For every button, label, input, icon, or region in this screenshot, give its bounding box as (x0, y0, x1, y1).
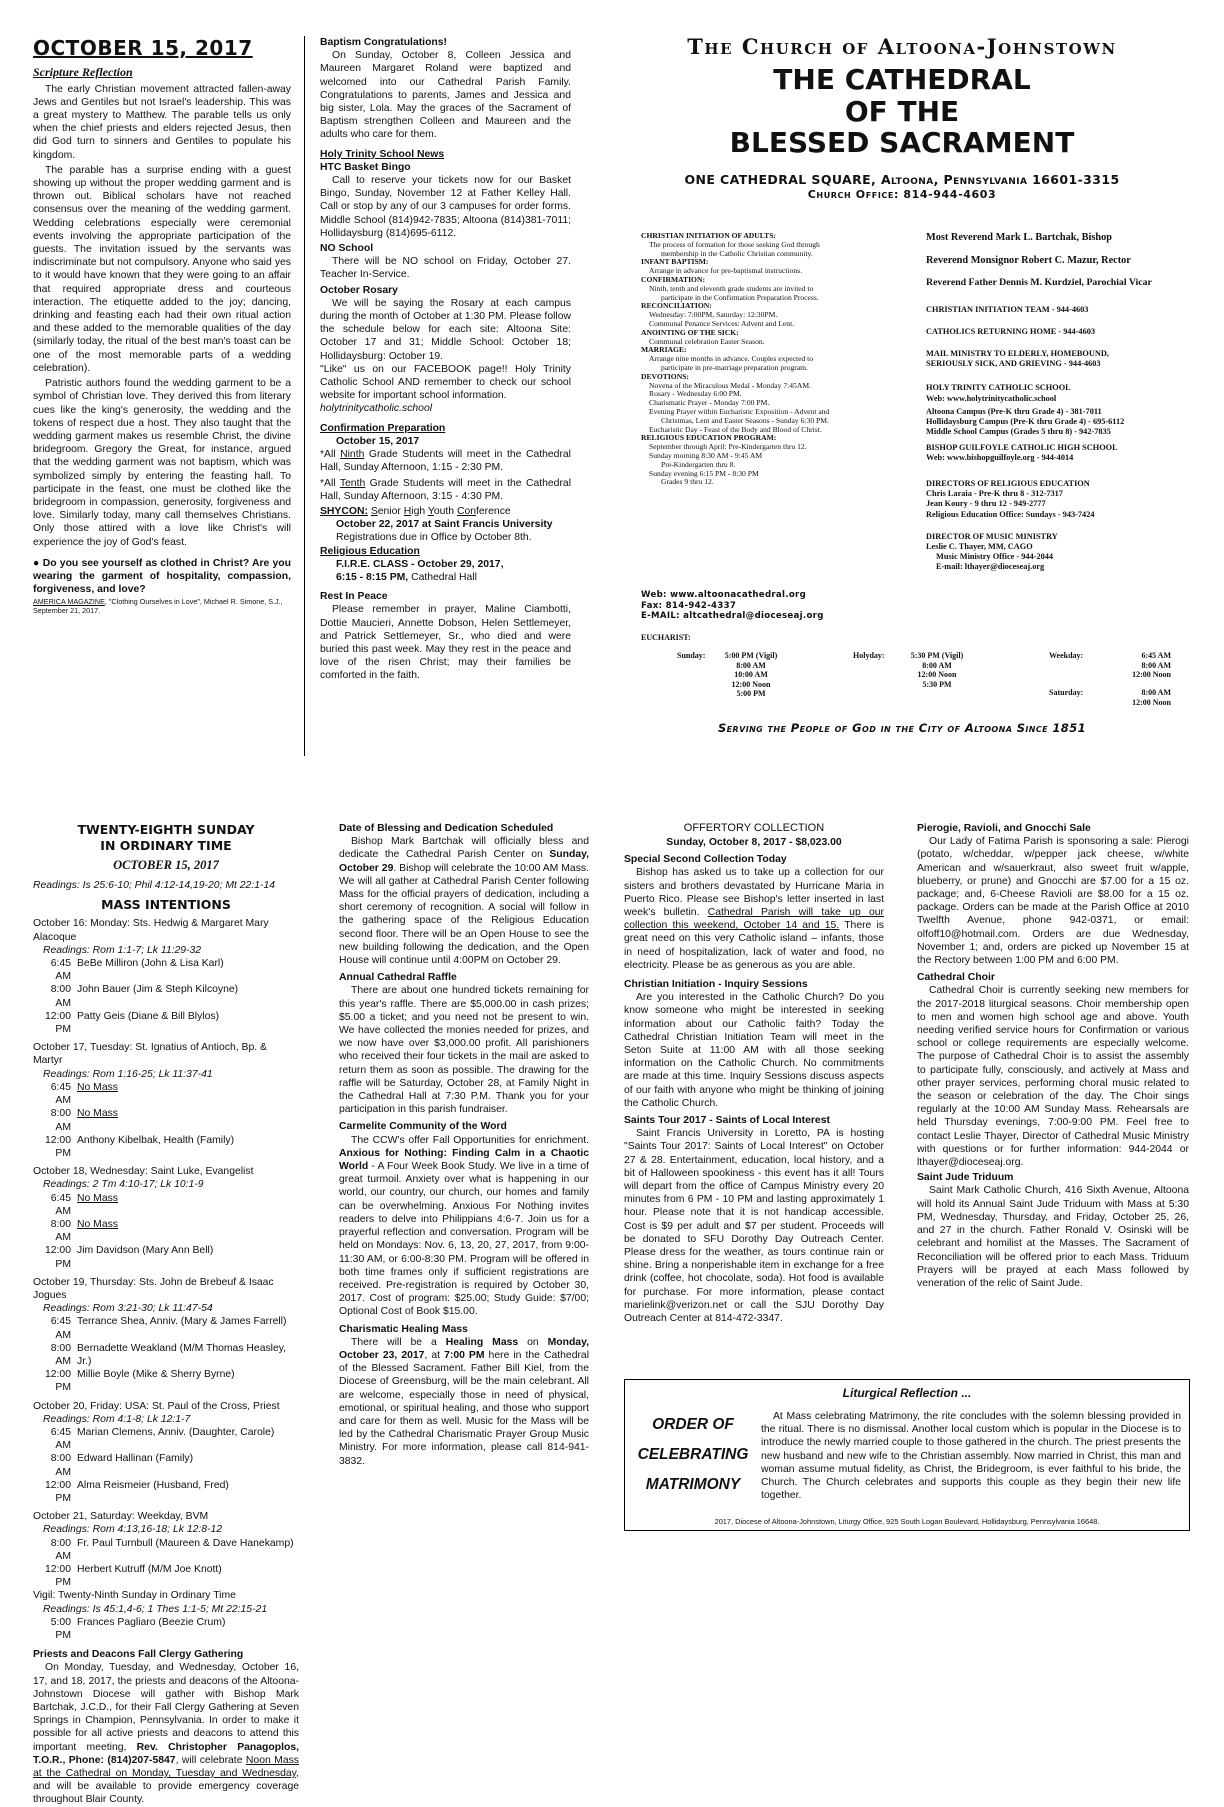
second-collection-title: Special Second Collection Today (624, 854, 787, 866)
mass-time: 5:00 PM (50, 1616, 71, 1642)
peace-title: Rest In Peace (320, 591, 388, 603)
offertory-title: OFFERTORY COLLECTION (683, 822, 825, 834)
rector: Reverend Monsignor Robert C. Mazur, Rector (926, 254, 1131, 266)
offertory-column (624, 822, 884, 1367)
liturgical-text: At Mass celebrating Matrimony, the rite concludes with the solemn blessing provided in the ritual. There is no dismissal. Another local custom which is popular in the Diocese is to introduce the newly married couple to those gathered in the church. The priest presents the new husband and new wife to the Christian assembly. Now married in Christ, this man and woman assume mutual fidelity, as Christ, the Bridegroom, is ever faithful to his bride, the Church. The Church celebrates and supports this couple as they begin their new life together. (761, 1411, 1181, 1502)
sacrament-line: Arrange in advance for pre-baptismal instructions. (649, 266, 803, 276)
mail-ministry-2: SERIOUSLY SICK, AND GRIEVING - 944-4603 (926, 359, 1101, 369)
scripture-title: Scripture Reflection (33, 65, 133, 80)
mass-days (33, 917, 299, 1642)
sacrament-heading: MARRIAGE: (641, 345, 687, 355)
mass-day-heading: October 19, Thursday: Sts. John de Brebeuf & Isaac Jogues (33, 1276, 274, 1301)
shycon-date: October 22, 2017 at Saint Francis University (336, 519, 553, 531)
sacrament-line: The process of formation for those seeking God through (649, 239, 820, 249)
healing-text: There will be a Healing Mass on Monday, October 23, 2017, at 7:00 PM here in the Cathedral of the Blessed Sacrament. Father Bill Kiel, from the Diocese of Greensburg, will be the main celebrant. All are welcome, especially those in need of physical, emotional, or spiritual healing, and those who support and care for them as well. Music for the Mass will be led by the Cathedral Charismatic Prayer Group Music Ministry. For more information, please call 814-941-3832. (339, 1336, 590, 1467)
cit: CHRISTIAN INITIATION TEAM - 944-4603 (926, 305, 1089, 315)
htcs: HOLY TRINITY CATHOLIC SCHOOL (926, 383, 1071, 393)
htcs-middle: Middle School Campus (Grades 5 thru 8) - 942-7835 (926, 426, 1111, 436)
sacrament-line: Evening Prayer within Eucharistic Exposition - Advent and (649, 406, 830, 416)
mass-intentions-column (33, 822, 299, 1806)
htc-title: Holy Trinity School News (320, 148, 445, 160)
mass-time: 5:30 PM (922, 679, 952, 689)
mass-time: 8:00 AM (50, 1108, 71, 1133)
fax: Fax: 814-942-4337 (641, 600, 737, 611)
mass-day-heading: October 17, Tuesday: St. Ignatius of Antioch, Bp. & Martyr (33, 1042, 267, 1067)
mass-intention: Anthony Kibelbak, Health (Family) (77, 1134, 235, 1146)
address: ONE CATHEDRAL SQUARE, Altoona, Pennsylvania 16601-3315 (684, 172, 1120, 188)
sunday-title-2: IN ORDINARY TIME (100, 838, 232, 854)
mass-time: 12:00 PM (44, 1479, 71, 1504)
mass-intention-row (33, 1426, 299, 1452)
dre-2: Jean Koury - 9 thru 12 - 949-2777 (926, 499, 1046, 509)
mass-intention-row (33, 1244, 299, 1270)
sacrament-line: membership in the Catholic Christian community. (661, 248, 813, 258)
website-link[interactable]: Web: www.altoonacathedral.org (641, 590, 807, 600)
sacrament-heading: INFANT BAPTISM: (641, 257, 709, 267)
confirmation-ninth: *All Ninth Grade Students will meet in the Cathedral Hall, Sunday Afternoon, 1:15 - 2:30 PM. (320, 449, 571, 474)
mass-intention: Frances Pagliaro (Beezie Crum) (77, 1616, 226, 1628)
mass-intention-row (33, 957, 299, 983)
mass-intention-row (33, 1134, 299, 1160)
htcs-web[interactable]: Web: www.holytrinitycatholic.school (926, 393, 1057, 403)
bg: BISHOP GUILFOYLE CATHOLIC HIGH SCHOOL (926, 443, 1118, 453)
choir-text: Cathedral Choir is currently seeking new members for the 2017-2018 liturgical seasons. Choir membership open to men and women high school age and above. Youth needing verified service hours for Confirmation or various school or college requirements are especially welcome. The purpose of Cathedral Choir is to assist the assembly to participate fully, consciously, and actively at Mass and other prayer services, performing choral music related to the season or celebration of the day. The Choir sings regularly at the 10:00 AM Sunday Mass. Rehearsals are held Thursday evenings, 7:00-9:00 PM. Feel free to contact Leslie Thayer, Director of Cathedral Music Ministry with questions or for further information: 944-2044 or lthayer@dioceseaj.org. (917, 985, 1189, 1169)
noschool-title: NO School (320, 243, 374, 255)
vigil-heading: Vigil: Twenty-Ninth Sunday in Ordinary Time (33, 1590, 236, 1602)
dre-1: Chris Laraia - Pre-K thru 8 - 312-7317 (926, 489, 1063, 499)
inquiry-title: Christian Initiation - Inquiry Sessions (624, 979, 808, 990)
rosary-title: October Rosary (320, 284, 398, 296)
mass-time: 12:00 Noon (1132, 697, 1171, 707)
celebrating-label: CELEBRATING (637, 1446, 749, 1464)
mass-intention-row (33, 1192, 299, 1218)
fire-class: F.I.R.E. CLASS - October 29, 2017, (336, 558, 504, 570)
liturgical-left (629, 1410, 757, 1501)
carmelite-title: Carmelite Community of the Word (339, 1121, 507, 1133)
baptism-text: On Sunday, October 8, Colleen Jessica and Maureen Margaret Roland were baptized and welcomed into our Cathedral Parish Family. Congratulations to parents, James and Jessica and big sister, Lola. May the graces of the Sacrament of Baptism strengthen Colleen and Maureen and the adults who care for them. (320, 50, 571, 141)
mass-time: 12:00 Noon (917, 670, 957, 680)
sunday-label: Sunday: (677, 651, 706, 660)
confirmation-tenth: *All Tenth Grade Students will meet in the Cathedral Hall, Sunday Afternoon, 3:15 - 4:30 PM. (320, 477, 572, 502)
mail-ministry-1: MAIL MINISTRY TO ELDERLY, HOMEBOUND, (926, 349, 1109, 359)
weekday-label: Weekday: (1049, 651, 1084, 660)
church-name: The Church of Altoona-Johnstown (687, 34, 1117, 59)
sunday-date: OCTOBER 15, 2017 (113, 857, 219, 872)
mass-time: 5:30 PM (Vigil) (910, 651, 964, 660)
mass-day-readings: Readings: Rom 4:13,16-18; Lk 12:8-12 (43, 1524, 223, 1536)
mass-day-readings: Readings: 2 Tm 4:10-17; Lk 10:1-9 (43, 1179, 204, 1191)
sacrament-line: Communal Penance Services: Advent and Lent. (649, 318, 795, 328)
sacrament-line: Christmas, Lent and Easter Seasons - Sunday 6:30 PM. (661, 415, 829, 425)
mass-time: 6:45 AM (50, 1192, 71, 1217)
mass-intentions-title: MASS INTENTIONS (101, 896, 231, 912)
clergy-gathering-title: Priests and Deacons Fall Clergy Gathering (33, 1649, 244, 1661)
carmelite-text: The CCW's offer Fall Opportunities for enrichment. Anxious for Nothing: Finding Calm in a Chaotic World - A Four Week Book Study. We live in a time of great turmoil. Anxiety over what is happening in our world, our country, our church, our homes and family can be overwhelming. Anxious For Nothing invites readers to delve into Philippians 4:6-7. Join us for a prayerful reflection and conversation. Program will be held on Mondays: Nov. 6, 13, 20, 27, 2017, from 9:00-11:30 AM, or 6:00-8:30 PM. Program will be offered in both time frames only if sufficient registrations are received. Pre-registration is required by October 30, 2017. Cost of program: $25.00; Study Guide: $7/00; Optional Cost of Book $15.00. (339, 1134, 589, 1318)
sunday-readings: Readings: Is 25:6-10; Phil 4:12-14,19-20; Mt 22:1-14 (33, 880, 276, 892)
mass-intention: BeBe Milliron (John & Lisa Karl) (77, 958, 224, 970)
pierogi-text: Our Lady of Fatima Parish is sponsoring a sale: Pierogi (potato, w/cheddar, w/pepper jack cheese, w/white American and w/sauerkraut, also sweet fruit w/apple, blueberry, or prune) and Gnocchi are $7.00 for a 15 oz. package; and, 6-Cheese Ravioli are $8.00 for a 15 oz. package. Orders can be made at the Parish Office at 2010 Twelfth Avenue, phone 942-0371, or email: olfoff10@hotmail.com. Orders are due Wednesday, November 1; and, orders are picked up November 15 at the Rectory between 1:00 PM and 6:00 PM. (917, 836, 1189, 967)
mass-intention: John Bauer (Jim & Steph Kilcoyne) (77, 984, 239, 996)
mass-time: 12:00 PM (44, 1010, 71, 1036)
liturgical-credit: 2017, Diocese of Altoona-Johnstown, Liturgy Office, 925 South Logan Boulevard, Hollidaysburg, Pennsylvania 16648. (714, 1517, 1100, 1526)
mass-intention-row (33, 1010, 299, 1036)
bishop: Most Reverend Mark L. Bartchak, Bishop (926, 232, 1113, 243)
mass-time: 8:00 AM (1141, 688, 1171, 697)
scripture-column (33, 36, 291, 756)
mass-intention: Fr. Paul Turnbull (Maureen & Dave Hanekamp) (77, 1537, 294, 1549)
sacrament-heading: DEVOTIONS: (641, 371, 689, 381)
second-collection-text: Bishop has asked us to take up a collection for our sisters and brothers devastated by Hurricane Maria in Puerto Rico. Please see Bishop's letter inserted in last week's bulletin. Cathedral Parish will take up our collection this weekend, October 14 and 15. There is great need on this very Catholic island – infants, those in need of hospitalization, lack of water and food, no electricity. Please be as generous as you are able. (624, 867, 884, 971)
mass-intention: Edward Hallinan (Family) (77, 1453, 194, 1465)
matrimony-label: MATRIMONY (645, 1476, 741, 1494)
sacrament-line: Grades 9 thru 12. (661, 477, 714, 487)
sunday-times (711, 651, 791, 699)
mass-time: 12:00 PM (44, 1564, 71, 1589)
mass-day-readings: Readings: Rom 1:16-25; Lk 11:37-41 (43, 1068, 213, 1080)
bingo-text: Call to reserve your tickets now for our Basket Bingo, Sunday, November 12 at Father Kelley Hall. Call or stop by any of our 3 campuses for order forms. Middle School (814)942-7835; Altoona (814)381-7011; Hollidaysburg (814)695-6112. (320, 175, 571, 239)
school-website[interactable]: holytrinitycatholic.school (320, 403, 433, 415)
mass-intention-row (33, 1368, 299, 1394)
mass-intention-row (33, 1479, 299, 1505)
sacrament-line: Arrange nine months in advance. Couples expected to (649, 354, 814, 364)
mass-intention-row (33, 1452, 299, 1478)
sacrament-line: September through April: Pre-Kindergarten thru 12. (649, 442, 807, 452)
mass-day-heading: October 21, Saturday: Weekday, BVM (33, 1511, 209, 1523)
mass-day-heading: October 18, Wednesday: Saint Luke, Evangelist (33, 1166, 254, 1178)
email-link[interactable]: E-MAIL: altcathedral@dioceseaj.org (641, 611, 824, 622)
saturday-times (1091, 688, 1171, 707)
mass-time: 8:00 AM (50, 1218, 71, 1244)
scripture-question: ● Do you see yourself as clothed in Christ? Are you wearing the garment of hospitality, compassion, forgiveness, and love? (33, 557, 291, 596)
liturgical-reflection-box (624, 1379, 1190, 1531)
holyday-times (887, 651, 987, 689)
music-director: DIRECTOR OF MUSIC MINISTRY (926, 531, 1058, 541)
mass-intention: Terrance Shea, Anniv. (Mary & James Farrell) (77, 1316, 287, 1328)
music-1: Leslie C. Thayer, MM, CAGO (926, 541, 1033, 551)
mass-time: 12:00 Noon (731, 679, 771, 689)
eucharist-label: EUCHARIST: (641, 633, 691, 642)
scripture-source: AMERICA MAGAZINE, "Clothing Ourselves in Love", Michael R. Simone, S.J., September 21, 2017. (33, 597, 283, 615)
saturday-label: Saturday: (1049, 688, 1084, 697)
mass-intention-row (33, 1107, 299, 1133)
mass-time: 8:00 AM (922, 660, 952, 670)
sacrament-line: Ninth, tenth and eleventh grade students are invited to (649, 283, 814, 293)
sacrament-line: participate in the Confirmation Preparation Process. (661, 292, 819, 302)
inquiry-text: Are you interested in the Catholic Church? Do you know someone who might be interested in seeking information about our Catholic faith? Today the Cathedral Christian Initiation Team will meet in the Seton Suite at 11:00 AM with all those seeking information on the Catholic Church. No commitments are made at this time. Inquiry Sessions discuss aspects of our faith with anyone who might be thinking of joining the Catholic Church. (624, 992, 884, 1109)
vicar: Reverend Father Dennis M. Kurdziel, Parochial Vicar (926, 277, 1152, 289)
sacrament-line: participate in pre-marriage preparation program. (661, 362, 808, 372)
church-office: Church Office: 814-944-4603 (807, 188, 997, 202)
sacrament-line: Communal celebration Easter Season. (649, 336, 765, 346)
mass-time: 8:00 AM (736, 660, 766, 670)
mass-intention: No Mass (77, 1218, 118, 1230)
mass-time: 12:00 Noon (1132, 670, 1171, 680)
serving-tagline: Serving the People of God in the City of Altoona Since 1851 (718, 721, 1086, 735)
mass-intention: Marian Clemens, Anniv. (Daughter, Carole) (77, 1426, 275, 1438)
mass-intention: No Mass (77, 1108, 118, 1120)
mass-intention: Herbert Kutruff (M/M Joe Knott) (77, 1564, 222, 1575)
saints-tour-title: Saints Tour 2017 - Saints of Local Interest (624, 1115, 830, 1127)
mass-time: 6:45 AM (1141, 651, 1171, 660)
sunday-title-1: TWENTY-EIGHTH SUNDAY (77, 822, 255, 837)
confirmation-title: Confirmation Preparation (320, 422, 446, 434)
mass-time: 8:00 AM (50, 1453, 71, 1478)
cathedral-title-2: OF THE (844, 94, 960, 128)
news-column (320, 36, 571, 756)
mass-intention-row (33, 1081, 299, 1107)
sacrament-line: Eucharistic Day - Feast of the Body and Blood of Christ. (649, 424, 822, 434)
mass-intention: Patty Geis (Diane & Bill Blylos) (77, 1010, 220, 1022)
offertory-amount: Sunday, October 8, 2017 - $8,023.00 (666, 836, 842, 848)
bg-web[interactable]: Web: www.bishopguilfoyle.org - 944-4014 (926, 453, 1074, 463)
mass-day-readings: Readings: Rom 1:1-7; Lk 11:29-32 (43, 944, 202, 956)
mass-time: 8:00 AM (50, 1537, 71, 1562)
sacrament-heading: CHRISTIAN INITIATION OF ADULTS: (641, 231, 776, 240)
mass-time: 10:00 AM (734, 670, 768, 680)
vigil-readings: Readings: Is 45:1,4-6; 1 Thes 1:1-5; Mt 22:15-21 (43, 1603, 268, 1615)
holyday-label: Holyday: (853, 651, 885, 660)
mass-intention-row (33, 1616, 299, 1642)
sales-column (917, 822, 1189, 1367)
peace-text: Please remember in prayer, Maline Ciambotti, Dottie Maucieri, Annette Dobson, Helen Settlemeyer, and Patrick Settlemeyer, Sr., who died and were buried this past week. May they rest in the peace and love of the risen Christ; may their families be comforted in the faith. (320, 604, 571, 682)
mass-time: 12:00 PM (44, 1245, 71, 1270)
mass-intention-row (33, 1315, 299, 1341)
rosary-text: We will be saying the Rosary at each campus during the month of October at 1:30 PM. Please follow the schedule below for each site: Altoona Site: October 17 and 31; Middle School: October 18; Hollidaysburg: October 19. (320, 297, 571, 362)
baptism-title: Baptism Congratulations! (320, 37, 448, 48)
mass-intention: Alma Reismeier (Husband, Fred) (77, 1479, 229, 1491)
dre-3: Religious Education Office: Sundays - 943-7424 (926, 509, 1095, 519)
mass-time: 5:00 PM (Vigil) (724, 651, 778, 660)
sacrament-line: Rosary - Wednesday 6:00 PM. (649, 389, 742, 399)
scripture-paragraph: Patristic authors found the wedding garment to be a symbol of Christian love. They derived this from literary cues like the king's generosity, the wedding and the tokens of respect due a host. They also taught that the wedding garment makes us resemble Christ, the divine bridegroom. Gregory the Great, for instance, argued that the wedding garment was not baptism, which was symbolized simply by entering the feasting hall. To participate in the feast, one must be clothed like the bridegroom in compassion, generosity, forgiveness and love. Similarly today, many call themselves Christians. Only those attired with a love like Christ's will experience the joy of God's feast. (33, 378, 291, 548)
mass-time: 6:45 AM (50, 1081, 71, 1107)
mass-time: 8:00 AM (50, 1342, 71, 1367)
column-divider (304, 36, 305, 756)
choir-title: Cathedral Choir (917, 972, 995, 984)
facebook-text: "Like" us on our FACEBOOK page!! Holy Trinity Catholic School AND remember to check our school website for important school information. (320, 363, 571, 402)
mass-time: 6:45 AM (50, 1316, 71, 1341)
sacrament-line: Charismatic Prayer - Monday 7:00 PM. (649, 398, 770, 408)
mass-time: 12:00 PM (44, 1369, 71, 1394)
mass-intention-row (33, 1563, 299, 1589)
cathedral-title-1: THE CATHEDRAL (773, 63, 1031, 97)
events-column (339, 822, 589, 1562)
mass-time: 5:00 PM (736, 689, 766, 699)
scripture-paragraph: The early Christian movement attracted fallen-away Jews and Gentiles but not Israel's leadership. This was a great mystery to Matthew. The parable tells us only when the chief priests and elders rejected Jesus, then did God turn to sinners and Gentiles to populate his kingdom. (33, 83, 291, 161)
mass-time: 8:00 AM (50, 984, 71, 1009)
htcs-altoona: Altoona Campus (Pre-K thru Grade 4) - 381-7011 (926, 406, 1102, 416)
mass-time: 6:45 AM (50, 1426, 71, 1452)
raffle-text: There are about one hundred tickets remaining for this year's raffle. There are $5,000.00 in cash prizes; $5.00 a ticket; and you need not be present to win. We have collected the monies needed for prizes, and we now have over $3,000.00 profit. All parishioners who received their four tickets in the mail are asked to return them as soon as possible. The drawing for the raffle will be Saturday, October 28, at Family Night in the Cathedral Hall at 7:30 P.M. Thank you for your participation in this parish fundraiser. (339, 985, 589, 1116)
sacrament-line: Novena of the Miraculous Medal - Monday 7:45AM. (649, 380, 811, 390)
crh: CATHOLICS RETURNING HOME - 944-4603 (926, 327, 1096, 337)
cathedral-title-3: BLESSED SACRAMENT (729, 125, 1075, 159)
raffle-title: Annual Cathedral Raffle (339, 972, 457, 984)
mass-intention: Millie Boyle (Mike & Sherry Byrne) (77, 1369, 235, 1381)
dedication-text: Bishop Mark Bartchak will officially bless and dedicate the Cathedral Parish Center on Sunday, October 29. Bishop will celebrate the 10:00 AM Mass. We will all gather at Cathedral Parish Center following Mass for the official prayers of dedication, including a short ceremony of recognition. A social will follow in the gathering space of the Religious Education second floor. There will be an Open House to see the new building following the dedication, and the Open House will continue until 4:00PM on October 29. (339, 836, 589, 967)
religious-ed-title: Religious Education (320, 545, 420, 557)
noschool-text: There will be NO school on Friday, October 27. Teacher In-Service. (320, 256, 571, 281)
sacrament-line: Wednesday: 7:00PM, Saturday: 12:30PM. (649, 310, 778, 320)
mass-time: 6:45 AM (50, 958, 71, 983)
mass-intention: No Mass (77, 1081, 118, 1093)
eucharist-schedule (641, 633, 1191, 713)
jude-text: Saint Mark Catholic Church, 416 Sixth Avenue, Altoona will hold its Annual Saint Jude Triduum with Mass at 5:30 PM, Wednesday, Thursday, and Friday, October 25, 26, and 27 in the church. Father Ronald V. Osinski will be celebrant and homilist at the Masses. The Sacrament of Reconciliation will be offered prior to each Mass. Triduum Prayers will be prayed at each Mass followed by veneration of the relic of Saint Jude. (917, 1185, 1189, 1289)
confirmation-date: October 15, 2017 (336, 435, 420, 447)
mass-day-readings: Readings: Rom 4:1-8; Lk 12:1-7 (43, 1413, 191, 1425)
contacts (641, 590, 917, 630)
sacrament-heading: ANOINTING OF THE SICK: (641, 327, 739, 337)
saints-tour-text: Saint Francis University in Loretto, PA is hosting "Saints Tour 2017: Saints of Local Interest" on October 27 & 28. Entertainment, education, local history, and a bit of Halloween spookiness - this event has it all! Tours will depart from the office of Campus Ministry every 20 minutes from 6 PM - 10 PM and lasting approximately 1 hour. Please note that it is not handicap accessible. Cost is $9 per adult and $7 per student. Proceeds will be donated to SFU Dorothy Day Outreach Center. Please dress for the weather, as tours continue rain or shine. Bring a nonperishable item in exchange for a free drink (coffee, hot chocolate, soda). Hot food is available for purchase. For more information, please contact marielink@verizon.net or call the SJU Dorothy Day Outreach Center at 814-472-3347. (624, 1128, 884, 1325)
mass-intention-row (33, 983, 299, 1009)
jude-title: Saint Jude Triduum (917, 1172, 1014, 1184)
sacrament-line: Sunday morning 8:30 AM - 9:45 AM (649, 450, 763, 460)
music-2: Music Ministry Office - 944-2044 (936, 551, 1054, 561)
mass-intention: Jim Davidson (Mary Ann Bell) (77, 1245, 214, 1257)
bingo-title: HTC Basket Bingo (320, 161, 411, 173)
healing-title: Charismatic Healing Mass (339, 1323, 468, 1335)
mass-intention-row (33, 1537, 299, 1563)
sacrament-line: Pre-Kindergarten thru 8. (661, 459, 736, 469)
mass-intention-row (33, 1342, 299, 1368)
mass-intention-row (33, 1218, 299, 1244)
staff-directory (926, 232, 1188, 632)
dre: DIRECTORS OF RELIGIOUS EDUCATION (926, 479, 1090, 489)
sacrament-heading: RELIGIOUS EDUCATION PROGRAM: (641, 433, 777, 443)
mass-day-heading: October 20, Friday: USA: St. Paul of the Cross, Priest (33, 1400, 280, 1412)
shycon-line: SHYCON: Senior High Youth Conference (320, 505, 511, 517)
music-3: E-mail: lthayer@dioceseaj.org (936, 562, 1045, 571)
liturgical-title: Liturgical Reflection ... (842, 1386, 972, 1400)
fire-time: 6:15 - 8:15 PM, Cathedral Hall (336, 571, 477, 583)
mass-time: 12:00 PM (44, 1134, 71, 1159)
sacrament-line: Sunday evening 6:15 PM - 8:30 PM (649, 468, 759, 478)
sacrament-heading: RECONCILIATION: (641, 301, 712, 311)
mass-intention: Bernadette Weakland (M/M Thomas Heasley, Jr.) (77, 1342, 287, 1367)
htcs-hollidaysburg: Hollidaysburg Campus (Pre-K thru Grade 4) - 695-6112 (926, 416, 1125, 426)
order-label: ORDER OF (652, 1416, 734, 1433)
mass-intention: No Mass (77, 1192, 118, 1204)
scripture-paragraph: The parable has a surprise ending with a guest showing up without the proper wedding garment and is thrown out. Biblical scholars have not reached consensus over the meaning of the wedding garment. Wedding celebrations especially were ceremonial events involving the appropriate participation of the guests. The invitation issued by the servants was indiscriminate but not compulsory. Anyone who said yes to it would have known that they were going to an affair that required appropriate dress and courteous interaction. The etiquette added to the joy; dancing, drinking and feasting each had their own ritual action and these added to the memorable qualities of the day (similarly today, the ritual of the best man's toast can be one of the most memorable parts of a wedding celebration). (33, 164, 291, 374)
shycon-registration: Registrations due in Office by October 8th. (336, 532, 532, 544)
mass-day-readings: Readings: Rom 3:21-30; Lk 11:47-54 (43, 1303, 213, 1315)
masthead (612, 34, 1192, 214)
sacrament-heading: CONFIRMATION: (641, 274, 705, 284)
source-link[interactable]: AMERICA MAGAZINE (33, 597, 105, 607)
weekday-times (1091, 651, 1171, 680)
sacraments-list (641, 232, 917, 592)
pierogi-title: Pierogie, Ravioli, and Gnocchi Sale (917, 823, 1091, 834)
mass-time: 8:00 AM (1141, 660, 1171, 670)
clergy-gathering-text: On Monday, Tuesday, and Wednesday, October 16, 17, and 18, 2017, the priests and deacons of the Altoona-Johnstown Diocese will gather with Bishop Mark Bartchak, J.C.D., for their Fall Clergy Gathering at Seven Springs in Champion, Pennsylvania. In order to make it possible for all active priests and deacons to attend this important meeting, Rev. Christopher Panagoplos, T.O.R., Phone: (814)207-5847, will celebrate Noon Mass at the Cathedral on Monday, Tuesday and Wednesday, and will be available to provide emergency coverage throughout Blair County. (33, 1662, 299, 1806)
issue-date: OCTOBER 15, 2017 (33, 36, 253, 60)
mass-day-heading: October 16: Monday: Sts. Hedwig & Margaret Mary Alacoque (33, 918, 269, 943)
dedication-title: Date of Blessing and Dedication Scheduled (339, 823, 554, 834)
